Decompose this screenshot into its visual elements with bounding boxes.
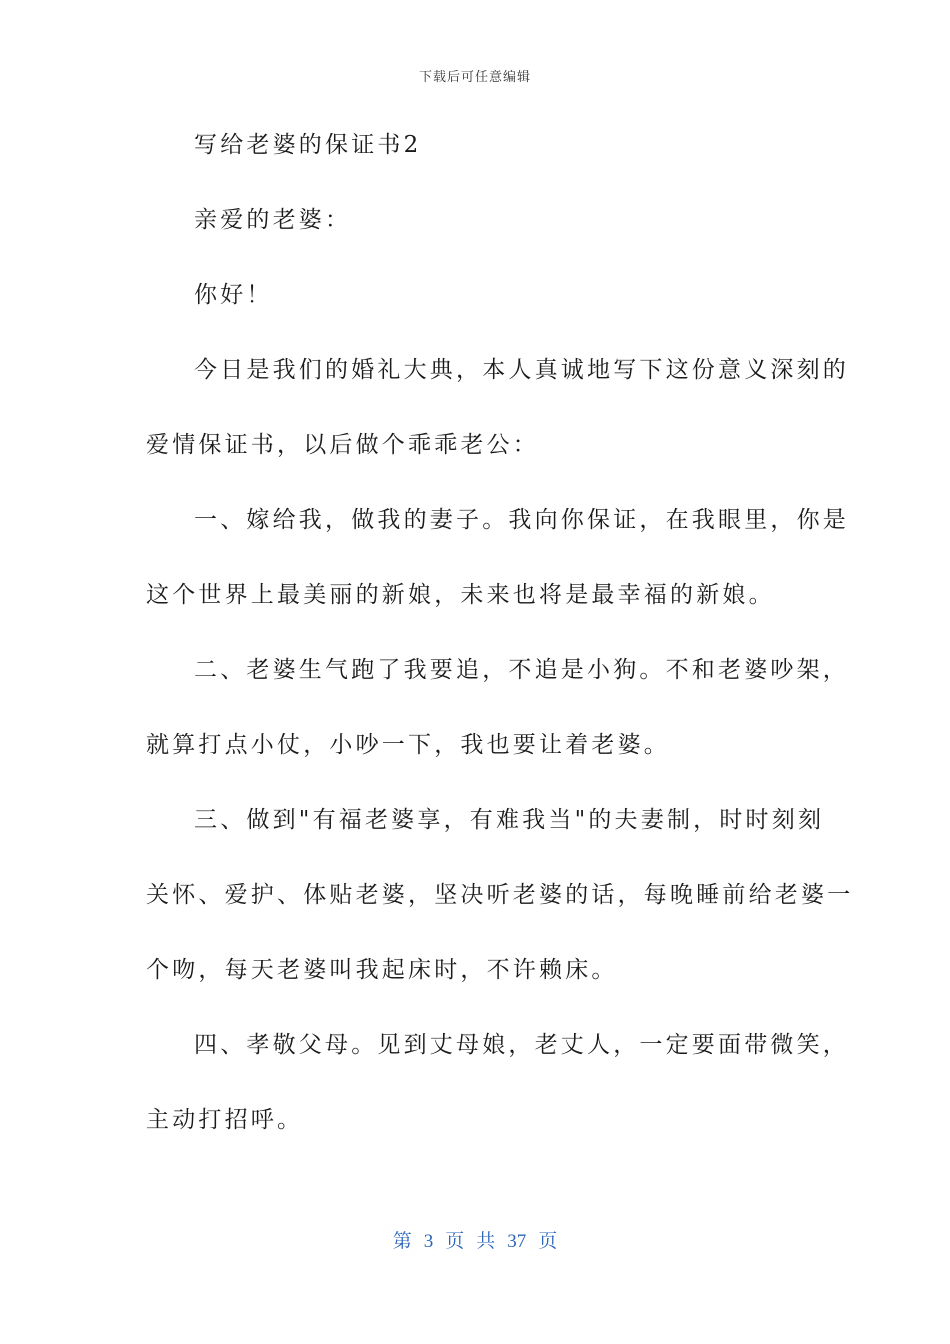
paragraph-line: 爱情保证书，以后做个乖乖老公： bbox=[146, 432, 539, 458]
footer-label-ye: 页 bbox=[445, 1231, 465, 1252]
footer-label-gong: 共 bbox=[476, 1231, 496, 1252]
footer-label-di: 第 bbox=[392, 1231, 412, 1252]
footer-total-pages: 37 bbox=[507, 1231, 527, 1252]
paragraph-line: 关怀、爱护、体贴老婆，坚决听老婆的话，每晚睡前给老婆一 bbox=[146, 882, 854, 908]
footer-page-number: 3 bbox=[423, 1231, 434, 1252]
document-title: 写给老婆的保证书2 bbox=[194, 132, 422, 158]
paragraph-line: 今日是我们的婚礼大典，本人真诚地写下这份意义深刻的 bbox=[194, 357, 849, 383]
paragraph-line: 这个世界上最美丽的新娘，未来也将是最幸福的新娘。 bbox=[146, 582, 775, 608]
paragraph-line: 主动打招呼。 bbox=[146, 1107, 304, 1133]
paragraph-line: 四、孝敬父母。见到丈母娘，老丈人，一定要面带微笑， bbox=[194, 1032, 849, 1058]
greeting: 你好！ bbox=[194, 282, 273, 308]
header-note: 下载后可任意编辑 bbox=[418, 70, 531, 85]
paragraph-line: 二、老婆生气跑了我要追，不追是小狗。不和老婆吵架， bbox=[194, 657, 849, 683]
salutation: 亲爱的老婆： bbox=[194, 207, 352, 233]
paragraph-line: 三、做到"有福老婆享，有难我当"的夫妻制，时时刻刻 bbox=[194, 807, 825, 833]
page-footer bbox=[0, 1226, 950, 1253]
footer-label-ye2: 页 bbox=[538, 1231, 558, 1252]
paragraph-line: 就算打点小仗，小吵一下，我也要让着老婆。 bbox=[146, 732, 670, 758]
paragraph-line: 一、嫁给我，做我的妻子。我向你保证，在我眼里，你是 bbox=[194, 507, 849, 533]
paragraph-line: 个吻，每天老婆叫我起床时，不许赖床。 bbox=[146, 957, 618, 983]
